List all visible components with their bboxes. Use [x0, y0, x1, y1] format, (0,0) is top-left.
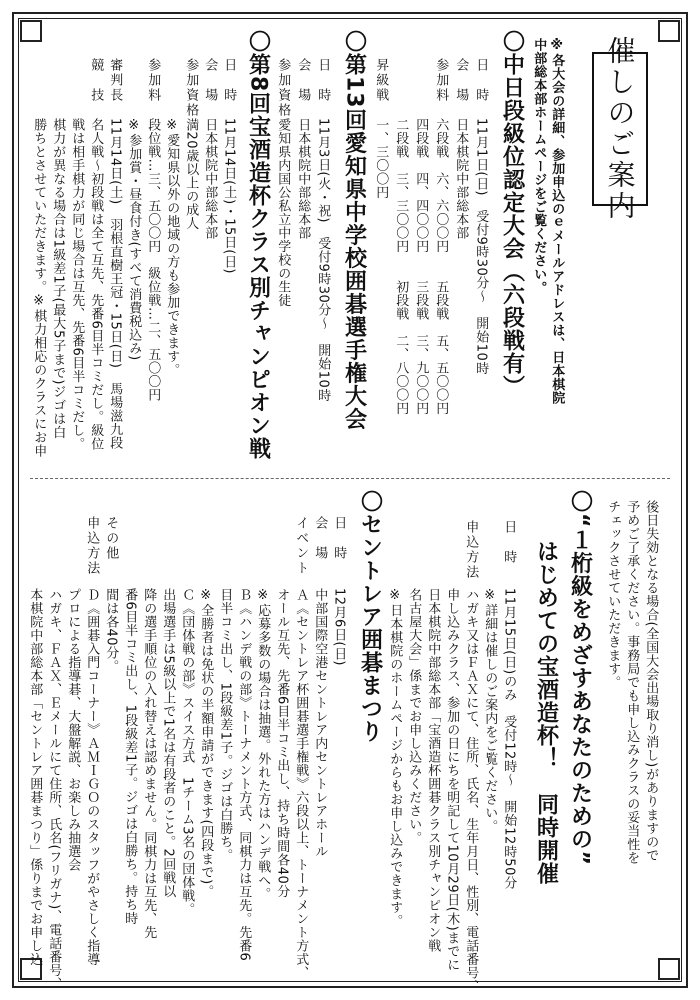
event5-line: 本棋院中部総本部「セントレア囲碁まつり」係りまでお申し込: [27, 588, 43, 966]
event2-label: 参加資格: [275, 58, 291, 118]
event1-label: 参加料: [433, 58, 449, 103]
event4-line: 日本棋院中部総本部「宝酒造杯囲碁クラス別チャンピオン戦: [425, 588, 441, 953]
event5-line: 番6目半コミ出し、1段級差1子。ジゴは白勝ち。持ち時: [122, 588, 138, 925]
event2-label: 日 時: [315, 58, 331, 103]
event1-line: 二段戦 三、三〇〇円 初段戦 二、八〇〇円: [393, 118, 409, 415]
event4-line: 予めご了承ください。事務局でも申し込みクラスの妥当性を: [624, 500, 640, 865]
event1-line: 四段戦 四、四〇〇円 三段戦 三、九〇〇円: [413, 118, 429, 415]
event5-line: プロによる指導碁、大盤解説、お楽しみ抽選会: [65, 588, 81, 872]
event4-subheading: はじめての宝酒造杯！ 同時開催: [533, 540, 559, 885]
event3-label: 審判長: [107, 58, 123, 103]
event5-line: ハガキ、ＦＡＸ、Ｅメールにて住所、氏名(フリガナ)、電話番号、: [46, 588, 62, 991]
event5-line: 目半コミ出し、1段級差1子。ジゴは白勝ち。: [217, 588, 233, 863]
event4-line: 名古屋大会」係までお申し込みください。: [406, 588, 422, 845]
page-title: [592, 36, 648, 222]
event1-heading: 〇中日段級位認定大会（六段戦有）: [499, 30, 525, 398]
event5-line: 降の選手順位の入れ替えは認めません。同棋力は互先、先: [141, 588, 157, 939]
event4-line: ハガキ又はＦＡＸにて、住所、氏名、生年月日、性別、電話番号、: [463, 588, 479, 993]
event4-line: 申し込みクラス、参加の日にちを明記して10月29日(木)までに: [444, 588, 460, 972]
corner-ornament: [20, 20, 42, 42]
event3-line: 11月14日(土)・15日(日): [221, 118, 237, 274]
event3-label: 競 技: [88, 58, 104, 103]
event4-line: ※日本棋院のホームページからもお申し込みできます。: [387, 588, 403, 928]
event5-line: Ｃ《団体戦の部》スイス方式 1チーム3名の団体戦。: [179, 588, 195, 917]
event3-line: 名人戦～初段戦は全て互先、先番6目半コミだし。級位: [88, 118, 104, 451]
event5-label: その他: [103, 516, 119, 561]
event4-line: 後日失効となる場合(全国大会出場取り消し)がありますので: [643, 500, 659, 863]
event1-line: 日本棋院中部総本部: [453, 118, 469, 240]
event5-line: 間は各40分。: [103, 588, 119, 674]
event5-label: 申込方法: [84, 516, 100, 576]
event5-line: Ａ《セントレア杯囲碁選手権戦》六段以上、トーナメント方式、: [293, 588, 309, 980]
event2-line: 愛知県内国公私立中学校の生徒: [275, 118, 291, 307]
event1-label: 会 場: [453, 58, 469, 103]
event4-heading: 〇“１桁級をめざすあなたのための”: [567, 490, 593, 866]
event5-line: Ｂ《ハンデ戦の部》トーナメント方式、同棋力は互先。先番6: [236, 588, 252, 962]
event1-line: 11月1日(日) 受付9時30分～ 開始10時: [473, 118, 489, 375]
event5-label: イベント: [293, 516, 309, 576]
event4-label: 申込方法: [463, 520, 479, 580]
event5-line: 中部国際空港セントレア内セントレアホール: [312, 588, 328, 858]
event3-line: 満20歳以上の成人: [183, 118, 199, 231]
notice-line-1: ※各大会の詳細、参加申込のｅメールアドレスは、日本棋院: [549, 38, 565, 405]
event3-label: 参加料: [145, 58, 161, 103]
event3-heading: 〇第8回宝酒造杯クラス別チャンピオン戦: [245, 30, 271, 461]
event1-label: 昇級戦: [373, 58, 389, 103]
event5-label: 会 場: [312, 516, 328, 561]
event4-label: 日 時: [501, 520, 517, 565]
event3-line: ※参加賞・昼食付き(すべて消費税込み): [126, 118, 142, 361]
notice-line-2: 中部総本部ホームページをご覧ください。: [531, 38, 547, 295]
event3-label: 日 時: [221, 58, 237, 103]
event3-line: 11月14日(土) 羽根直樹王冠・15日(日) 馬場滋九段: [107, 118, 123, 450]
corner-ornament: [658, 20, 680, 42]
event2-label: 会 場: [295, 58, 311, 103]
corner-ornament: [658, 958, 680, 980]
event2-line: 11月3日(火・祝) 受付9時30分～ 開始10時: [315, 118, 331, 402]
event4-line: チェックさせていただきます。: [605, 500, 621, 689]
event5-heading: 〇セントレア囲碁まつり: [357, 490, 383, 743]
event5-line: ※全勝者は免状の半額申請ができます(四段まで)。: [198, 588, 214, 899]
event5-line: 12月6日(日): [331, 588, 347, 666]
section-divider: [30, 478, 670, 479]
event3-label: 参加資格: [183, 58, 199, 118]
event3-line: 棋力が異なる場合は1級差1子(最大5子まで)ジゴは白: [50, 118, 66, 439]
event2-heading: 〇第13回愛知県中学校囲碁選手権大会: [341, 30, 367, 431]
event5-line: Ｄ《囲碁入門コーナー》ＡＭＩＧＯのスタッフがやさしく指導: [84, 588, 100, 966]
event5-label: 日 時: [331, 516, 347, 561]
event3-line: 日本棋院中部総本部: [202, 118, 218, 240]
event3-line: 段位戦…三、五〇〇円 級位戦…二、五〇〇円: [145, 118, 161, 402]
event1-line: 六段戦 六、六〇〇円 五段戦 五、五〇〇円: [433, 118, 449, 415]
event4-line: 11月15日(日)のみ 受付12時～ 開始12時50分: [501, 588, 517, 890]
event5-line: オール互先、先番6目半コミ出し、持ち時間各40分: [274, 588, 290, 898]
event3-label: 会 場: [202, 58, 218, 103]
event1-line: 一、三〇〇円: [373, 118, 389, 199]
event5-line: ※応募多数の場合は抽選。外れた方はハンデ戦へ。: [255, 588, 271, 901]
page-title-text: 催しのご案内: [603, 36, 637, 222]
event2-line: 日本棋院中部総本部: [295, 118, 311, 240]
event5-line: 出場選手は5級以上で1名は有段者のこと。2回戦以: [160, 588, 176, 898]
event3-line: 勝ちとさせていただきます。※棋力相応のクラスにお申: [31, 118, 47, 458]
event3-line: ※愛知県以外の地域の方も参加できます。: [164, 118, 180, 377]
event3-line: 戦は相手棋力が同じ場合は互先、先番6目半コミだし。: [69, 118, 85, 451]
event1-label: 日 時: [473, 58, 489, 103]
event4-line: ※詳細は催しのご案内をご覧ください。: [482, 588, 498, 833]
